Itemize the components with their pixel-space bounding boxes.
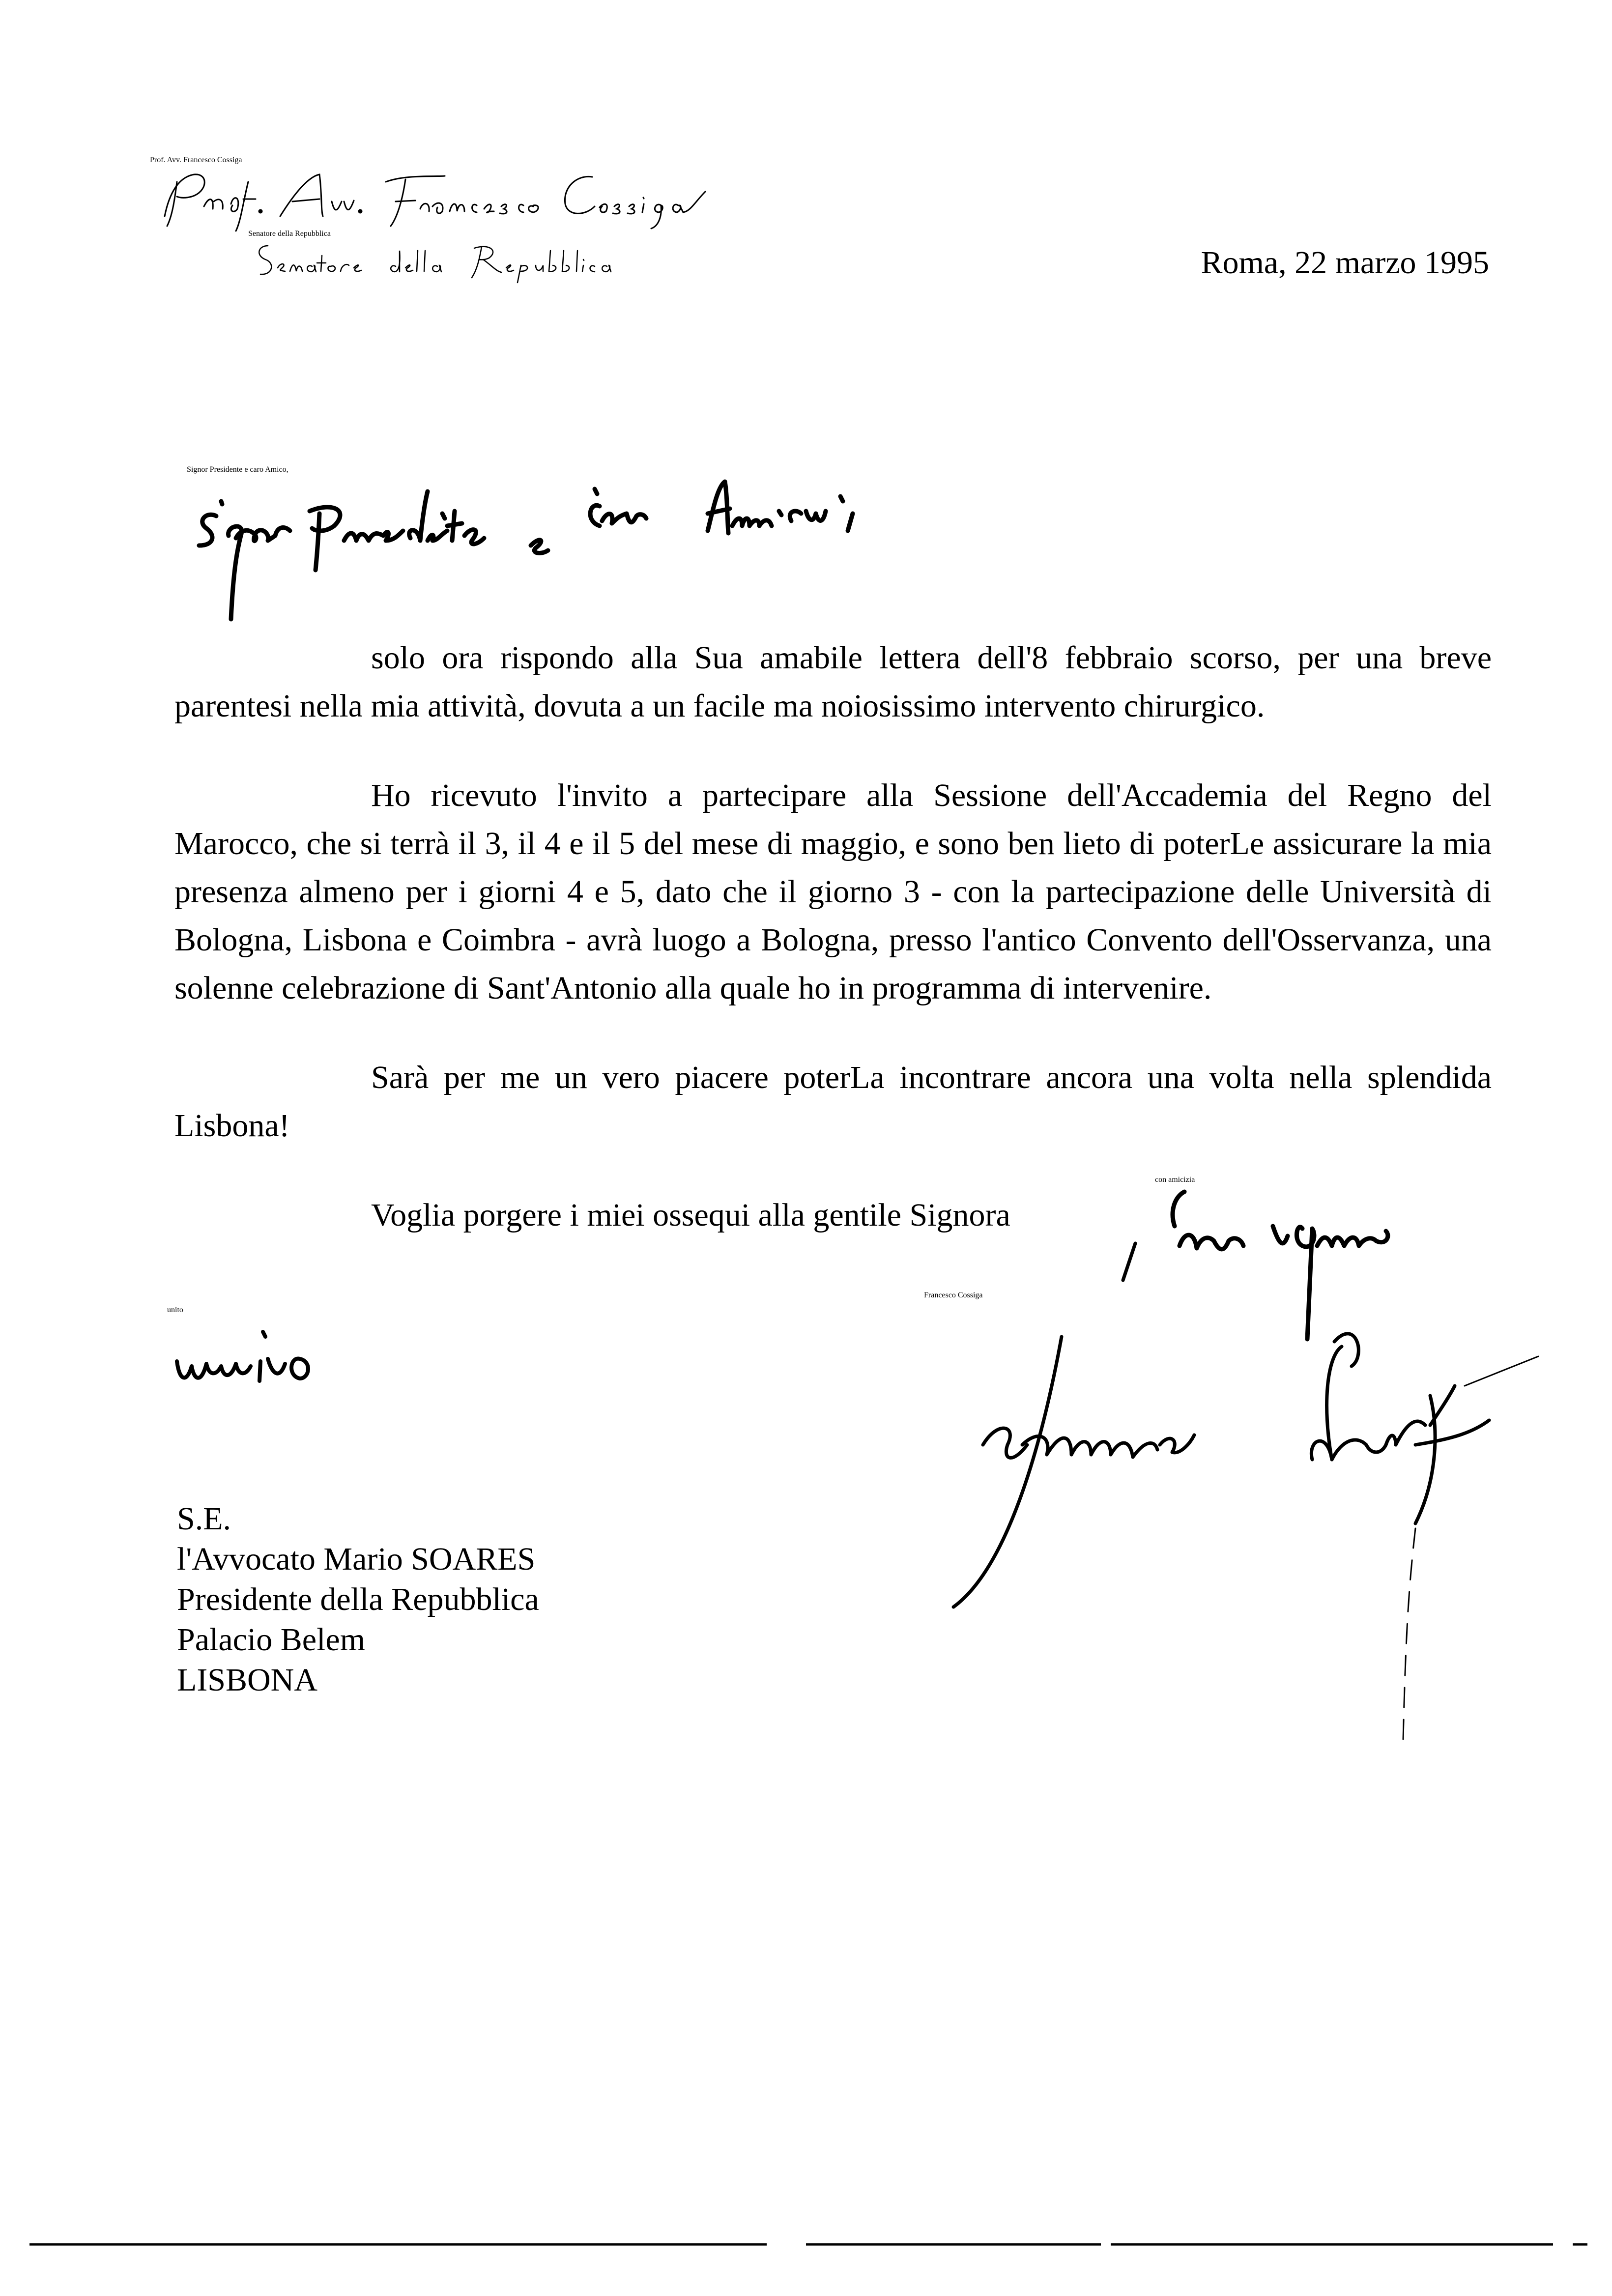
closing-part2-text: unito [167,1306,183,1314]
paragraph-3: Sarà per me un vero piacere poterLa incontrare ancora una volta nella splendida Lisbona! [174,1060,1492,1144]
paragraph-2: Ho ricevuto l'invito a partecipare alla Sessione dell'Accademia del Regno del Marocco, che si terrà il 3, il 4 e il 5 del mese di maggio, e sono ben lieto di poterLe assicurare la mia presenza almeno per i giorni 4 e 5, dato che il giorno 3 - con la partecipazione delle Università di Bologna, Lisbona e Coimbra - avrà luogo a Bologna, presso l'antico Convento dell'Osservanza, una solenne celebrazione di Sant'Antonio alla quale ho in programma di intervenire. [174,777,1492,1006]
letter-date: Roma, 22 marzo 1995 [1201,245,1489,281]
handwritten-comma [1116,1234,1145,1288]
letterhead-name-text: Prof. Avv. Francesco Cossiga [150,156,242,164]
addressee-honorific: S.E. [177,1501,231,1537]
closing-part1-text: con amicizia [1155,1176,1195,1184]
letter-body [174,634,1492,1239]
letterhead-name-script [150,156,730,236]
addressee-name: l'Avvocato Mario SOARES [177,1541,536,1577]
addressee-address: Palacio Belem [177,1622,366,1658]
addressee-title: Presidente della Repubblica [177,1581,539,1617]
closing-line: Voglia porgere i miei ossequi alla gentile Signora [371,1197,1010,1233]
handwritten-closing-part2 [167,1306,329,1396]
handwritten-salutation [187,465,983,639]
letterhead-title-text: Senatore della Repubblica [248,230,331,238]
signature [924,1291,1563,1789]
addressee-city: LISBONA [177,1662,318,1698]
salutation-text: Signor Presidente e caro Amico, [187,465,288,474]
paragraph-1: solo ora rispondo alla Sua amabile lettera dell'8 febbraio scorso, per una breve parentesi nella mia attività, dovuta a un facile ma noiosissimo intervento chirurgico. [174,640,1492,724]
signature-text: Francesco Cossiga [924,1291,983,1299]
scan-edge-line [29,2241,1587,2248]
addressee-block [177,1499,767,1700]
letterhead-title-script [248,230,622,285]
